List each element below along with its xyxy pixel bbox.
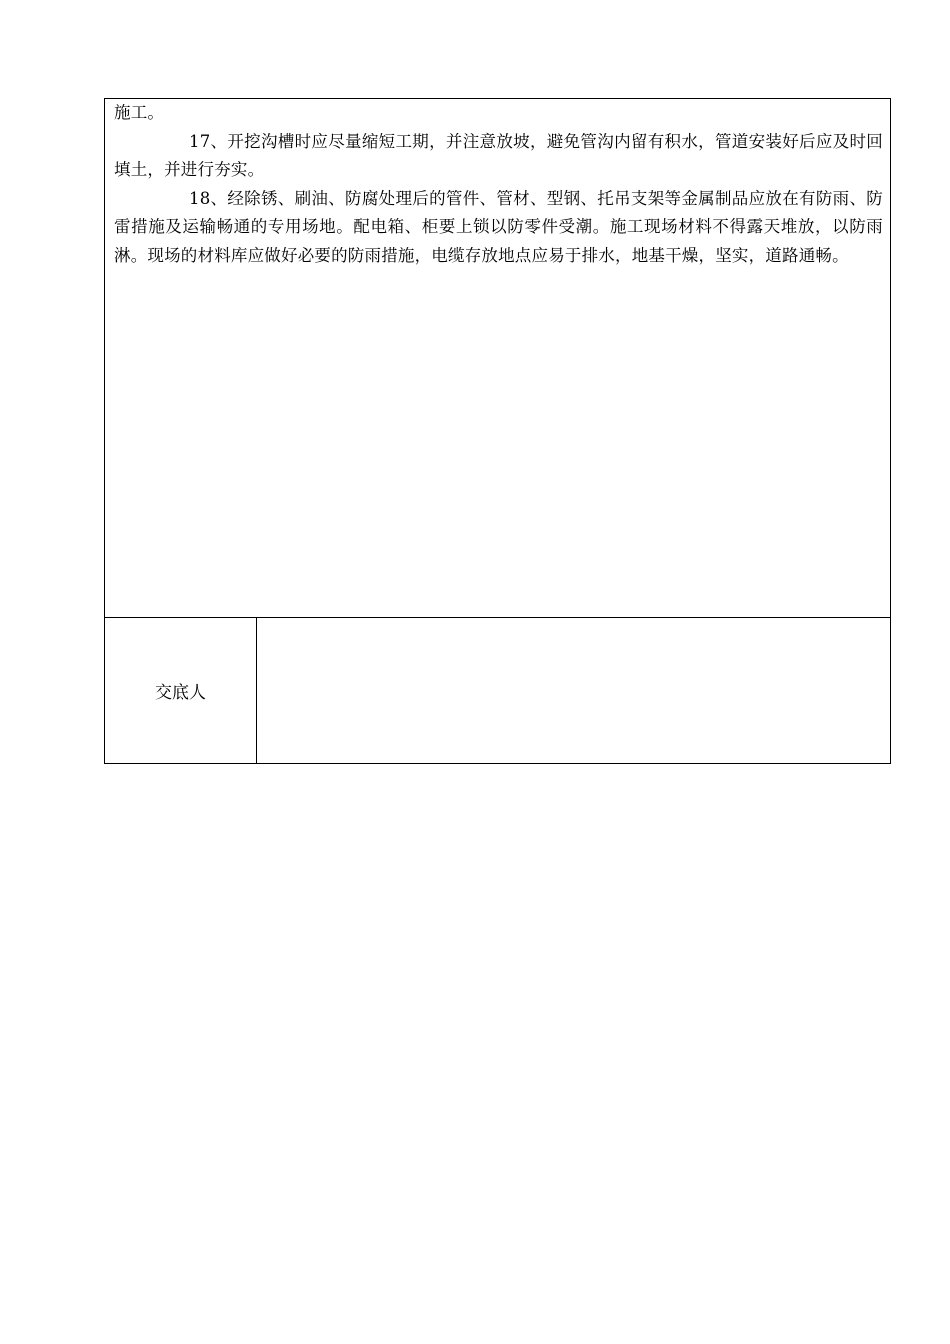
content-cell xyxy=(105,99,890,618)
signature-label: 交底人 xyxy=(105,618,257,763)
paragraph-item-18: 18、经除锈、刷油、防腐处理后的管件、管材、型钢、托吊支架等金属制品应放在有防雨、防雷措施及运输畅通的专用场地。配电箱、柜要上锁以防零件受潮。施工现场材料不得露天堆放，以防雨淋。现场的材料库应做好必要的防雨措施，电缆存放地点应易于排水，地基干燥，坚实，道路通畅。 xyxy=(114,188,883,265)
paragraph-continuation: 施工。 xyxy=(114,103,165,122)
paragraph-item-17: 17、开挖沟槽时应尽量缩短工期，并注意放坡，避免管沟内留有积水，管道安装好后应及时回填土，并进行夯实。 xyxy=(114,131,883,179)
disclosure-table xyxy=(104,98,891,764)
signature-row xyxy=(105,618,890,763)
signature-field[interactable] xyxy=(257,618,890,763)
